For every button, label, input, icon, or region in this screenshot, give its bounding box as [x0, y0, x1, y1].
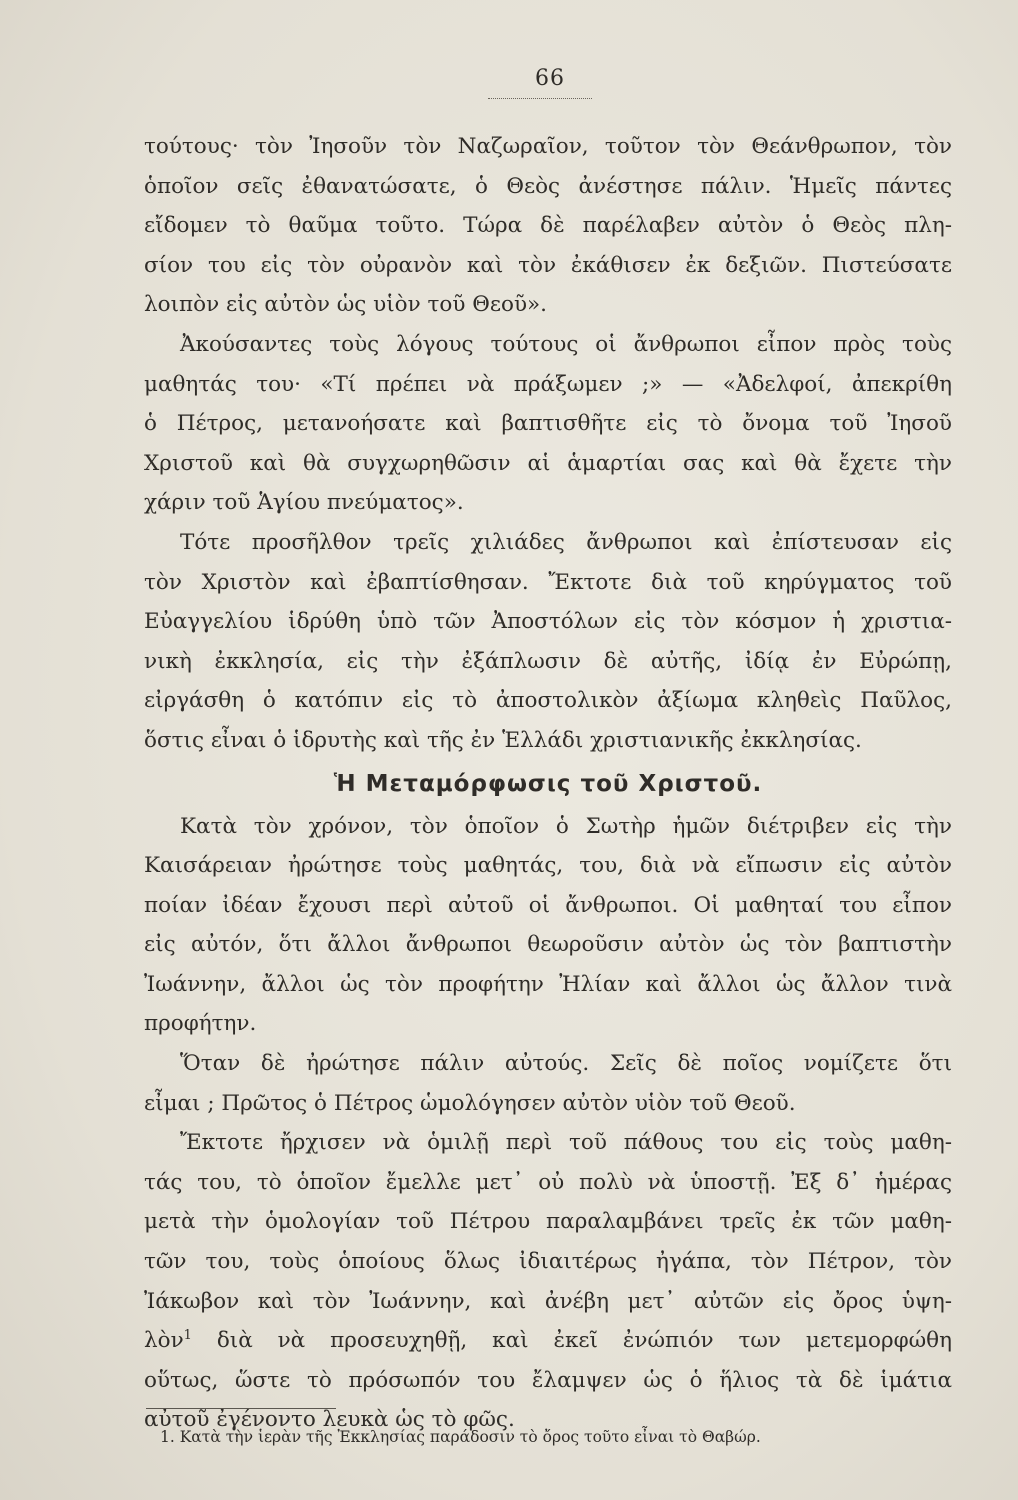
text-line: τούτους· τὸν Ἰησοῦν τὸν Ναζωραῖον, τοῦτον τὸν Θεάνθρωπον, τὸν	[144, 134, 952, 159]
text-line: ποίαν ἰδέαν ἔχουσι περὶ αὐτοῦ οἱ ἄνθρωποι. Οἱ μαθηταί του εἶπον	[144, 892, 952, 918]
page-number-rule	[488, 98, 592, 99]
text-line: Καισάρειαν ἠρώτησε τοὺς μαθητάς, του, διὰ νὰ εἴπωσιν εἰς αὐτὸν	[144, 853, 952, 879]
text-line-with-footnote	[144, 1321, 952, 1361]
body-text	[144, 127, 952, 1440]
text-line: Ἀκούσαντες τοὺς λόγους τούτους οἱ ἄνθρωποι εἶπον πρὸς τοὺς	[180, 331, 952, 357]
text-line: προφήτην.	[144, 1011, 257, 1037]
footnote-marker: 1	[183, 1328, 192, 1344]
footnote: 1. Κατὰ τὴν ἱερὰν τῆς Ἐκκλησίας παράδοσιν τὸ ὄρος τοῦτο εἶναι τὸ Θαβώρ.	[160, 1428, 761, 1446]
text-line: ὁ Πέτρος, μετανοήσατε καὶ βαπτισθῆτε εἰς τὸ ὄνομα τοῦ Ἰησοῦ	[144, 411, 952, 437]
text-line: μαθητάς του· «Τί πρέπει νὰ πράξωμεν ;» — «Ἀδελφοί, ἀπεκρίθη	[144, 371, 952, 397]
text-line: Ὅταν δὲ ἠρώτησε πάλιν αὐτούς. Σεῖς δὲ ποῖος νομίζετε ὅτι	[180, 1051, 952, 1077]
text-line: σίον του εἰς τὸν οὐρανὸν καὶ τὸν ἐκάθισεν ἐκ δεξιῶν. Πιστεύσατε	[144, 252, 952, 278]
text-line: Ἰωάννην, ἄλλοι ὡς τὸν προφήτην Ἠλίαν καὶ ἄλλοι ὡς ἄλλον τινὰ	[144, 971, 952, 997]
text-line: Ἔκτοτε ἤρχισεν νὰ ὁμιλῇ περὶ τοῦ πάθους του εἰς τοὺς μαθη-	[180, 1130, 952, 1156]
text-line: τάς του, τὸ ὁποῖον ἔμελλε μετ᾽ οὐ πολὺ νὰ ὑποστῇ. Ἐξ δ᾽ ἡμέρας	[144, 1169, 952, 1195]
line-start: λὸν	[144, 1328, 184, 1354]
text-line: χάριν τοῦ Ἁγίου πνεύματος».	[144, 490, 464, 516]
text-line: οὕτως, ὥστε τὸ πρόσωπόν του ἔλαμψεν ὡς ὁ ἥλιος τὰ δὲ ἱμάτια	[144, 1367, 952, 1393]
text-line: Εὐαγγελίου ἱδρύθη ὑπὸ τῶν Ἀποστόλων εἰς τὸν κόσμον ἡ χριστια-	[144, 609, 952, 635]
text-line: εἰργάσθη ὁ κατόπιν εἰς τὸ ἀποστολικὸν ἀξίωμα κληθεὶς Παῦλος,	[144, 688, 952, 714]
text-line: αὐτοῦ ἐγένοντο λευκὰ ὡς τὸ φῶς.	[144, 1407, 515, 1433]
section-heading: Ἡ Μεταμόρφωσις τοῦ Χριστοῦ.	[333, 770, 763, 797]
text-line: Κατὰ τὸν χρόνον, τὸν ὁποῖον ὁ Σωτὴρ ἡμῶν διέτριβεν εἰς τὴν	[180, 813, 952, 839]
text-line: εἴδομεν τὸ θαῦμα τοῦτο. Τώρα δὲ παρέλαβεν αὐτὸν ὁ Θεὸς πλη-	[144, 213, 952, 239]
text-line: ὁποῖον σεῖς ἐθανατώσατε, ὁ Θεὸς ἀνέστησε πάλιν. Ἡμεῖς πάντες	[144, 173, 952, 199]
text-line: λοιπὸν εἰς αὐτὸν ὡς υἱὸν τοῦ Θεοῦ».	[144, 292, 548, 318]
text-line: τῶν του, τοὺς ὁποίους ὅλως ἰδιαιτέρως ἠγάπα, τὸν Πέτρον, τὸν	[144, 1249, 952, 1275]
text-line: εἰς αὐτόν, ὅτι ἄλλοι ἄνθρωποι θεωροῦσιν αὐτὸν ὡς τὸν βαπτιστὴν	[144, 932, 952, 958]
text-line: νικὴ ἐκκλησία, εἰς τὴν ἐξάπλωσιν δὲ αὐτῆς, ἰδίᾳ ἐν Εὐρώπῃ,	[144, 648, 952, 674]
page-number: 66	[535, 66, 565, 91]
line-rest: διὰ νὰ προσευχηθῇ, καὶ ἐκεῖ ἐνώπιόν των μετεμορφώθη	[216, 1328, 952, 1354]
text-line: εἶμαι ; Πρῶτος ὁ Πέτρος ὡμολόγησεν αὐτὸν υἱὸν τοῦ Θεοῦ.	[144, 1090, 796, 1116]
text-line: τὸν Χριστὸν καὶ ἐβαπτίσθησαν. Ἔκτοτε διὰ τοῦ κηρύγματος τοῦ	[144, 569, 952, 595]
text-line: μετὰ τὴν ὁμολογίαν τοῦ Πέτρου παραλαμβάνει τρεῖς ἐκ τῶν μαθη-	[144, 1209, 952, 1235]
text-line: ὅστις εἶναι ὁ ἱδρυτὴς καὶ τῆς ἐν Ἑλλάδι χριστιανικῆς ἐκκλησίας.	[144, 727, 862, 753]
text-line: Χριστοῦ καὶ θὰ συγχωρηθῶσιν αἱ ἁμαρτίαι σας καὶ θὰ ἔχετε τὴν	[144, 450, 952, 476]
footnote-rule	[146, 1408, 336, 1409]
text-line: Τότε προσῆλθον τρεῖς χιλιάδες ἄνθρωποι καὶ ἐπίστευσαν εἰς	[180, 529, 952, 555]
text-line: Ἰάκωβον καὶ τὸν Ἰωάννην, καὶ ἀνέβη μετ᾽ αὐτῶν εἰς ὄρος ὑψη-	[144, 1288, 952, 1314]
